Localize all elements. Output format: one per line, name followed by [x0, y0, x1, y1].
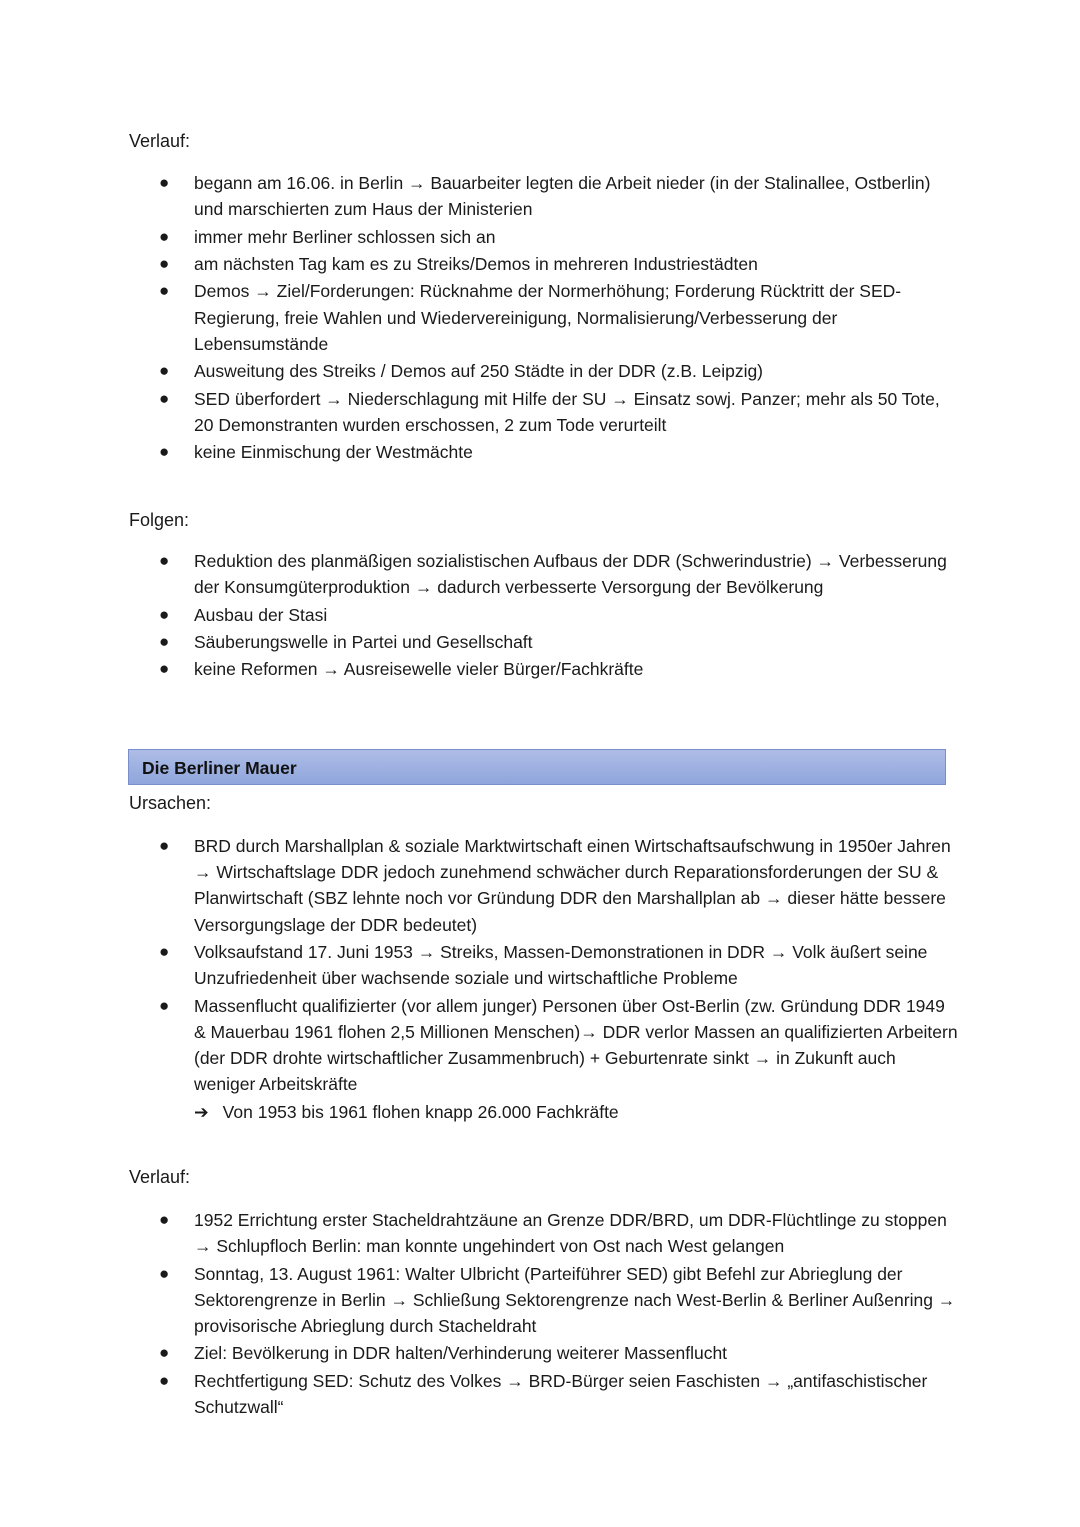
bullet-icon: ●	[159, 1370, 170, 1390]
list-item-text: Demos → Ziel/Forderungen: Rücknahme der Normerhöhung; Forderung Rücktritt der SED-Regierung, freie Wahlen und Wiedervereinigung, Normalisierung/Verbesserung der Lebensumstände	[194, 281, 902, 354]
bullet-icon: ●	[159, 659, 170, 679]
arrow-icon: ➔	[194, 1101, 209, 1122]
list-item-text: Ziel: Bevölkerung in DDR halten/Verhinderung weiterer Massenflucht	[194, 1343, 728, 1364]
bullet-icon: ●	[159, 995, 170, 1015]
bullet-icon: ●	[159, 1343, 170, 1363]
list-item-text: Massenflucht qualifizierter (vor allem junger) Personen über Ost-Berlin (zw. Gründung DDR 1949 & Mauerbau 1961 flohen 2,5 Millionen Menschen)→ DDR verlor Massen an qualifizierten Arbeitern (der DDR drohte wirtschaftlicher Zusammenbruch) + Geburtenrate sinkt → in Zukunft auch weniger Arbeitskräfte	[194, 995, 958, 1095]
list-item	[0, 1261, 1080, 1340]
ursachen-list	[0, 833, 1080, 1125]
bullet-icon: ●	[159, 604, 170, 624]
bullet-icon: ●	[159, 631, 170, 651]
list-item-text: Ausweitung des Streiks / Demos auf 250 Städte in der DDR (z.B. Leipzig)	[194, 361, 764, 382]
bullet-icon: ●	[159, 551, 170, 570]
list-item	[0, 386, 1080, 438]
list-item	[0, 358, 1080, 384]
list-item-text: SED überfordert → Niederschlagung mit Hilfe der SU → Einsatz sowj. Panzer; mehr als 50 Tote, 20 Demonstranten wurden erschossen, 2 zum Tode verurteilt	[194, 388, 940, 435]
bullet-icon: ●	[159, 388, 170, 408]
list-item	[0, 656, 1080, 682]
bullet-icon: ●	[159, 442, 170, 462]
bullet-icon: ●	[159, 836, 170, 855]
list-item	[0, 278, 1080, 357]
bullet-icon: ●	[159, 1210, 170, 1229]
verlauf-list	[0, 1207, 1080, 1421]
list-item	[0, 224, 1080, 250]
list-item	[0, 629, 1080, 655]
bullet-icon: ●	[159, 281, 170, 301]
list-item-text: Säuberungswelle in Partei und Gesellschaft	[194, 631, 533, 652]
bullet-icon: ●	[159, 226, 170, 246]
verlauf-list	[0, 170, 1080, 467]
list-item	[0, 1207, 1080, 1259]
section-heading: Die Berliner Mauer	[142, 758, 297, 778]
list-item	[0, 602, 1080, 628]
list-item	[0, 251, 1080, 277]
list-item	[0, 833, 1080, 938]
list-item-text: Volksaufstand 17. Juni 1953 → Streiks, Massen-Demonstrationen in DDR → Volk äußert seine Unzufriedenheit über wachsende soziale und wirtschaftliche Probleme	[194, 942, 928, 989]
verlauf-label: Verlauf:	[129, 131, 191, 151]
list-item-text: BRD durch Marshallplan & soziale Marktwirtschaft einen Wirtschaftsaufschwung in 1950er Jahren → Wirtschaftslage DDR jedoch zunehmend schwächer durch Reparationsforderungen der SU & Planwirtschaft (SBZ lehnte noch vor Gründung DDR den Marshallplan ab → dieser hätte bessere Versorgungslage der DDR bedeutet)	[194, 836, 951, 935]
list-item-text: am nächsten Tag kam es zu Streiks/Demos in mehreren Industriestädten	[194, 253, 758, 274]
list-item-text: 1952 Errichtung erster Stacheldrahtzäune an Grenze DDR/BRD, um DDR-Flüchtlinge zu stoppen → Schlupfloch Berlin: man konnte ungehindert von Ost nach West gelangen	[194, 1210, 947, 1257]
bullet-icon: ●	[159, 942, 170, 961]
list-item-text: Sonntag, 13. August 1961: Walter Ulbricht (Parteiführer SED) gibt Befehl zur Abrieglung der Sektorengrenze in Berlin → Schließung Sektorengrenze nach West-Berlin & Berliner Außenring → provisorische Abrieglung durch Stacheldraht	[194, 1263, 956, 1336]
bullet-icon: ●	[159, 361, 170, 381]
list-item-text: immer mehr Berliner schlossen sich an	[194, 226, 496, 247]
list-item	[0, 170, 1080, 222]
ursachen-label: Ursachen:	[129, 793, 212, 813]
section-heading-bar	[128, 749, 946, 785]
bullet-icon: ●	[159, 173, 170, 192]
list-item	[0, 439, 1080, 465]
bullet-icon: ●	[159, 1263, 170, 1283]
list-item	[0, 548, 1080, 600]
list-item	[0, 1340, 1080, 1366]
bullet-icon: ●	[159, 253, 170, 273]
list-item	[0, 993, 1080, 1098]
list-item	[0, 1368, 1080, 1420]
sub-item	[0, 1099, 1080, 1125]
list-item-text: Ausbau der Stasi	[194, 604, 328, 625]
list-item	[0, 939, 1080, 991]
verlauf-label: Verlauf:	[129, 1167, 191, 1187]
list-item-text: Reduktion des planmäßigen sozialistischen Aufbaus der DDR (Schwerindustrie) → Verbesserung der Konsumgüterproduktion → dadurch verbesserte Versorgung der Bevölkerung	[194, 551, 947, 598]
list-item-text: begann am 16.06. in Berlin → Bauarbeiter legten die Arbeit nieder (in der Stalinallee, Ostberlin) und marschierten zum Haus der Ministerien	[194, 173, 931, 220]
sub-item-text: Von 1953 bis 1961 flohen knapp 26.000 Fachkräfte	[222, 1101, 619, 1122]
list-item-text: keine Reformen → Ausreisewelle vieler Bürger/Fachkräfte	[194, 659, 644, 680]
list-item-text: Rechtfertigung SED: Schutz des Volkes → BRD-Bürger seien Faschisten → „antifaschistischer Schutzwall“	[194, 1370, 928, 1417]
list-item-text: keine Einmischung der Westmächte	[194, 442, 473, 463]
folgen-label: Folgen:	[129, 510, 190, 530]
folgen-list	[0, 548, 1080, 684]
